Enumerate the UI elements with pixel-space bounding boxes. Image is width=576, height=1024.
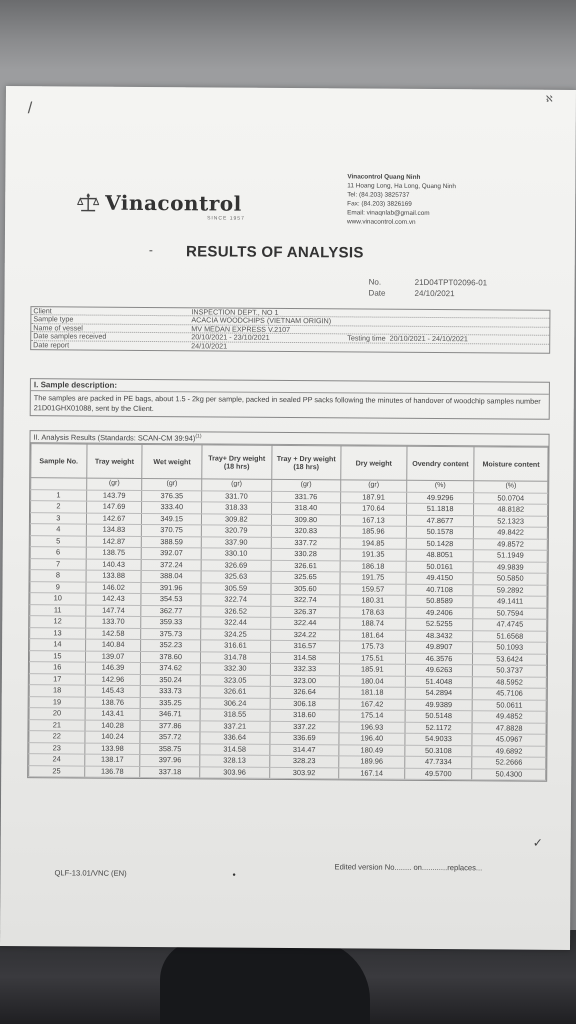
date-report-label: Date report: [33, 339, 70, 350]
table-cell: 147.74: [86, 605, 142, 617]
table-body: [29, 478, 548, 781]
sample-type-value: ACACIA WOODCHIPS (VIETNAM ORIGIN): [191, 315, 332, 326]
table-cell: 194.85: [340, 538, 406, 550]
company-address: [347, 172, 456, 227]
table-cell: 50.7594: [473, 608, 547, 620]
table-cell: 19: [29, 697, 85, 709]
table-cell: 175.73: [340, 641, 406, 653]
unit-cell: (gr): [142, 479, 202, 491]
scales-logo-icon: [77, 192, 99, 214]
table-cell: 10: [30, 593, 86, 605]
received-value: 20/10/2021 - 23/10/2021: [191, 332, 270, 343]
table-cell: 362.77: [141, 605, 201, 617]
client-label: Client: [33, 306, 52, 316]
address-line: www.vinacontrol.com.vn: [347, 218, 416, 226]
table-cell: 326.61: [200, 686, 270, 698]
edited-version-text: Edited version No........ on............replaces...: [334, 862, 483, 873]
table-cell: 175.14: [339, 710, 405, 722]
table-cell: 337.90: [201, 537, 271, 549]
table-cell: 51.1818: [406, 504, 474, 516]
table-cell: 326.61: [271, 560, 341, 572]
table-cell: 7: [30, 559, 86, 571]
table-cell: 378.60: [141, 651, 201, 663]
table-cell: 320.83: [271, 526, 341, 538]
table-cell: 388.04: [141, 571, 201, 583]
analysis-heading-sup: (1): [195, 433, 202, 440]
table-cell: 142.43: [86, 594, 142, 606]
table-cell: 53.6424: [473, 654, 547, 666]
table-cell: 142.67: [86, 513, 142, 525]
table-cell: 314.58: [200, 744, 270, 756]
table-cell: 9: [30, 582, 86, 594]
table-cell: 316.57: [270, 641, 340, 653]
table-cell: 323.05: [200, 675, 270, 687]
table-cell: 328.13: [200, 755, 270, 767]
table-cell: 322.74: [270, 595, 340, 607]
report-no-value: 21D04TPT02096-01: [414, 277, 488, 288]
table-cell: 6: [30, 547, 86, 559]
table-cell: 146.02: [86, 582, 142, 594]
report-number-date: [369, 277, 488, 300]
table-cell: 335.25: [141, 697, 201, 709]
table-cell: 50.0611: [473, 700, 547, 712]
table-cell: 346.71: [140, 709, 200, 721]
table-cell: 136.78: [84, 766, 140, 778]
address-line: Email: vinaqnlab@gmail.com: [347, 209, 430, 217]
table-cell: 47.8828: [472, 723, 546, 735]
table-cell: 51.4048: [405, 676, 473, 688]
table-cell: 191.35: [340, 549, 406, 561]
table-cell: 49.8422: [474, 527, 548, 539]
table-cell: 358.75: [140, 743, 200, 755]
table-cell: 359.33: [141, 617, 201, 629]
table-cell: 175.51: [340, 653, 406, 665]
table-cell: 22: [29, 731, 85, 743]
table-cell: 388.59: [142, 536, 202, 548]
table-cell: 49.8907: [405, 642, 473, 654]
table-cell: 323.00: [270, 675, 340, 687]
table-cell: 324.22: [270, 629, 340, 641]
table-cell: 322.44: [270, 618, 340, 630]
table-cell: 330.10: [201, 548, 271, 560]
table-cell: 309.80: [271, 514, 341, 526]
table-cell: 133.98: [85, 743, 141, 755]
table-cell: 5: [30, 536, 86, 548]
column-header: Tray+ Dry weight (18 hrs): [202, 445, 272, 479]
table-cell: 13: [30, 628, 86, 640]
table-cell: 50.0161: [406, 561, 474, 573]
received-label: Date samples received: [33, 331, 107, 341]
table-cell: 337.18: [140, 766, 200, 778]
table-cell: 374.62: [141, 663, 201, 675]
table-cell: 15: [29, 651, 85, 663]
table-cell: 50.4300: [472, 769, 546, 781]
table-cell: 49.9296: [406, 492, 474, 504]
table-row: [29, 766, 546, 781]
sample-description-section: [30, 378, 550, 420]
report-date-label: Date: [368, 288, 386, 298]
address-line: Tel: (84.203) 3825737: [347, 191, 410, 199]
table-cell: 349.15: [142, 513, 202, 525]
table-cell: 336.69: [270, 733, 340, 745]
table-cell: 314.58: [270, 652, 340, 664]
table-cell: 17: [29, 674, 85, 686]
table-cell: 51.6568: [473, 631, 547, 643]
unit-cell: (gr): [86, 479, 142, 491]
table-cell: 142.87: [86, 536, 142, 548]
table-cell: 180.04: [339, 676, 405, 688]
sample-type-label: Sample type: [33, 314, 74, 324]
table-cell: 50.3737: [473, 665, 547, 677]
table-cell: 167.42: [339, 699, 405, 711]
table-cell: 181.64: [340, 630, 406, 642]
column-header: Moisture content: [474, 447, 548, 482]
table-cell: 142.58: [85, 628, 141, 640]
table-cell: 326.52: [201, 606, 271, 618]
table-cell: 50.5148: [405, 711, 473, 723]
table-cell: 140.43: [86, 559, 142, 571]
table-cell: 49.6263: [405, 665, 473, 677]
table-cell: 185.96: [340, 526, 406, 538]
table-cell: 178.63: [340, 607, 406, 619]
table-cell: 45.0967: [472, 734, 546, 746]
table-cell: 50.1093: [473, 642, 547, 654]
table-cell: 140.28: [85, 720, 141, 732]
table-cell: 318.40: [271, 503, 341, 515]
table-cell: 52.2666: [472, 757, 546, 769]
table-cell: 52.5255: [405, 619, 473, 631]
dash-mark: •: [232, 869, 236, 880]
table-cell: 305.60: [271, 583, 341, 595]
table-cell: 1: [31, 490, 87, 502]
table-cell: 48.3432: [405, 630, 473, 642]
table-cell: 49.6892: [472, 746, 546, 758]
table-cell: 52.1323: [474, 516, 548, 528]
table-cell: 333.73: [141, 686, 201, 698]
table-cell: 147.69: [86, 502, 142, 514]
table-cell: 138.75: [86, 548, 142, 560]
column-header: Wet weight: [142, 445, 202, 479]
table-cell: 330.28: [271, 549, 341, 561]
table-cell: 188.74: [340, 618, 406, 630]
table-cell: 326.37: [270, 606, 340, 618]
table-cell: 377.86: [140, 720, 200, 732]
table-cell: 357.72: [140, 732, 200, 744]
column-header: Dry weight: [341, 446, 407, 480]
table-cell: 336.64: [200, 732, 270, 744]
unit-cell: [31, 478, 87, 490]
table-cell: 14: [30, 639, 86, 651]
dash-mark: -: [148, 243, 153, 258]
table-cell: 325.65: [271, 572, 341, 584]
table-cell: 370.75: [142, 525, 202, 537]
table-cell: 45.7106: [473, 688, 547, 700]
table-cell: 333.40: [142, 502, 202, 514]
table-cell: 318.33: [202, 502, 272, 514]
table-cell: 2: [31, 501, 87, 513]
table-cell: 316.61: [201, 640, 271, 652]
address-line: Fax: (84.203) 3826169: [347, 200, 412, 208]
form-code: QLF-13.01/VNC (EN): [54, 868, 127, 878]
table-cell: 332.30: [200, 663, 270, 675]
shadow-shape: [160, 940, 370, 1024]
table-cell: 332.33: [270, 664, 340, 676]
unit-cell: (gr): [341, 480, 407, 492]
table-cell: 140.24: [85, 732, 141, 744]
date-report-value: 24/10/2021: [191, 340, 228, 351]
table-cell: 133.88: [86, 571, 142, 583]
table-cell: 47.8677: [406, 515, 474, 527]
column-header: Tray weight: [86, 445, 142, 479]
analysis-heading-text: II. Analysis Results (Standards: SCAN-CM 39:94): [33, 432, 196, 443]
table-cell: 146.39: [85, 663, 141, 675]
table-cell: 331.70: [202, 491, 272, 503]
table-cell: 46.3576: [405, 653, 473, 665]
table-cell: 170.64: [341, 503, 407, 515]
table-cell: 49.1411: [473, 596, 547, 608]
table-cell: 23: [29, 743, 85, 755]
table-cell: 350.24: [141, 674, 201, 686]
table-cell: 133.70: [85, 617, 141, 629]
table-cell: 305.59: [201, 583, 271, 595]
table-cell: 16: [29, 662, 85, 674]
table-cell: 314.47: [269, 744, 339, 756]
table-cell: 50.0704: [474, 493, 548, 505]
table-cell: 50.5850: [473, 573, 547, 585]
table-cell: 325.63: [201, 571, 271, 583]
sample-description-text: The samples are packed in PE bags, about 1.5 - 2kg per sample, packed in sealed PP sacks following the minutes of handover of woodchip samples number 21D01GHX01088, sent by the Client.: [33, 393, 541, 414]
table-cell: 139.07: [85, 651, 141, 663]
table-cell: 49.4852: [472, 711, 546, 723]
table-cell: 49.9389: [405, 699, 473, 711]
table-cell: 134.83: [86, 525, 142, 537]
table-cell: 306.18: [270, 698, 340, 710]
table-cell: 376.35: [142, 490, 202, 502]
table-cell: 140.84: [85, 640, 141, 652]
logo-subtitle: SINCE 1957: [207, 215, 245, 222]
table-cell: 318.55: [200, 709, 270, 721]
logo-text: Vinacontrol: [105, 190, 242, 216]
table-cell: 354.53: [141, 594, 201, 606]
table-cell: 186.18: [340, 561, 406, 573]
table-cell: 47.4745: [473, 619, 547, 631]
table-cell: 12: [30, 616, 86, 628]
table-cell: 21: [29, 720, 85, 732]
table-cell: 20: [29, 708, 85, 720]
table-cell: 8: [30, 570, 86, 582]
table-cell: 181.18: [339, 687, 405, 699]
table-cell: 196.40: [339, 733, 405, 745]
table-cell: 167.13: [341, 515, 407, 527]
table-cell: 4: [30, 524, 86, 536]
analysis-results-section: [27, 430, 549, 782]
table-cell: 337.72: [271, 537, 341, 549]
table-header-row: [31, 444, 548, 482]
table-cell: 138.76: [85, 697, 141, 709]
table-cell: 54.2894: [405, 688, 473, 700]
table-cell: 352.23: [141, 640, 201, 652]
table-cell: 392.07: [142, 548, 202, 560]
handwritten-mark: ℵ: [545, 93, 553, 104]
table-cell: 324.25: [201, 629, 271, 641]
table-cell: 50.3108: [405, 745, 473, 757]
table-cell: 48.8182: [474, 504, 548, 516]
table-cell: 49.4150: [406, 573, 474, 585]
table-cell: 372.24: [142, 559, 202, 571]
table-cell: 47.7334: [404, 757, 472, 769]
table-cell: 49.2406: [406, 607, 474, 619]
unit-cell: (gr): [271, 480, 341, 492]
table-cell: 314.78: [201, 652, 271, 664]
column-header: Sample No.: [31, 444, 87, 478]
results-table: [28, 444, 548, 782]
table-cell: 49.5700: [404, 768, 472, 780]
table-cell: 191.75: [340, 572, 406, 584]
document-title: RESULTS OF ANALYSIS: [185, 243, 364, 262]
vessel-label: Name of vessel: [33, 322, 83, 333]
table-cell: 11: [30, 605, 86, 617]
table-cell: 320.79: [201, 525, 271, 537]
table-cell: 145.43: [85, 686, 141, 698]
table-cell: 50.8589: [406, 596, 474, 608]
table-cell: 51.1949: [474, 550, 548, 562]
table-cell: 391.96: [141, 582, 201, 594]
table-cell: 59.2892: [473, 585, 547, 597]
sample-description-heading: I. Sample description:: [31, 379, 549, 395]
testing-value: 20/10/2021 - 24/10/2021: [389, 333, 468, 344]
table-cell: 49.8572: [474, 539, 548, 551]
table-cell: 322.74: [201, 594, 271, 606]
table-cell: 159.57: [340, 584, 406, 596]
table-cell: 180.49: [339, 745, 405, 757]
unit-cell: (%): [406, 481, 474, 493]
table-cell: 322.44: [201, 617, 271, 629]
unit-cell: (gr): [202, 479, 272, 491]
table-cell: 337.21: [200, 721, 270, 733]
report-date-value: 24/10/2021: [414, 288, 455, 299]
table-cell: 49.9839: [473, 562, 547, 574]
table-cell: 303.96: [200, 767, 270, 779]
table-cell: 143.41: [85, 709, 141, 721]
document-page: [0, 86, 576, 950]
table-cell: 189.96: [339, 756, 405, 768]
table-cell: 50.1428: [406, 538, 474, 550]
report-no-label: No.: [368, 277, 382, 287]
table-cell: 167.14: [339, 768, 405, 780]
vessel-value: MV MEDAN EXPRESS V.2107: [191, 324, 291, 334]
table-cell: 326.64: [270, 687, 340, 699]
table-cell: 18: [29, 685, 85, 697]
table-cell: 54.9033: [405, 734, 473, 746]
check-mark: ✓: [532, 835, 543, 850]
table-cell: 180.31: [340, 595, 406, 607]
table-cell: 375.73: [141, 628, 201, 640]
unit-cell: (%): [474, 481, 548, 493]
table-cell: 3: [30, 513, 86, 525]
table-cell: 337.22: [270, 721, 340, 733]
address-line: 11 Hoang Long, Ha Long, Quang Ninh: [347, 182, 456, 191]
table-cell: 185.91: [340, 664, 406, 676]
column-header: Ovendry content: [406, 447, 474, 481]
table-cell: 48.8051: [406, 550, 474, 562]
table-cell: 24: [29, 754, 85, 766]
testing-time: [347, 335, 468, 344]
column-header: Tray + Dry weight (18 hrs): [271, 446, 341, 480]
table-cell: 326.69: [201, 560, 271, 572]
table-cell: 52.1172: [405, 722, 473, 734]
table-cell: 48.5952: [473, 677, 547, 689]
testing-label: Testing time: [347, 333, 386, 343]
client-info-table: [30, 306, 550, 354]
table-cell: 143.79: [86, 490, 142, 502]
table-cell: 187.91: [341, 492, 407, 504]
address-line: Vinacontrol Quang Ninh: [347, 173, 421, 181]
company-logo: [77, 191, 242, 216]
table-cell: 196.93: [339, 722, 405, 734]
table-cell: 50.1578: [406, 527, 474, 539]
table-cell: 306.24: [200, 698, 270, 710]
table-cell: 138.17: [84, 755, 140, 767]
table-cell: 331.76: [271, 491, 341, 503]
pen-slash-mark: /: [27, 100, 33, 118]
table-cell: 303.92: [269, 767, 339, 779]
table-cell: 25: [29, 766, 85, 778]
table-cell: 397.96: [140, 755, 200, 767]
table-cell: 328.23: [269, 756, 339, 768]
client-value: INSPECTION DEPT., NO 1: [191, 307, 279, 317]
table-cell: 309.82: [201, 514, 271, 526]
table-cell: 318.60: [270, 710, 340, 722]
table-cell: 142.96: [85, 674, 141, 686]
table-cell: 40.7108: [406, 584, 474, 596]
